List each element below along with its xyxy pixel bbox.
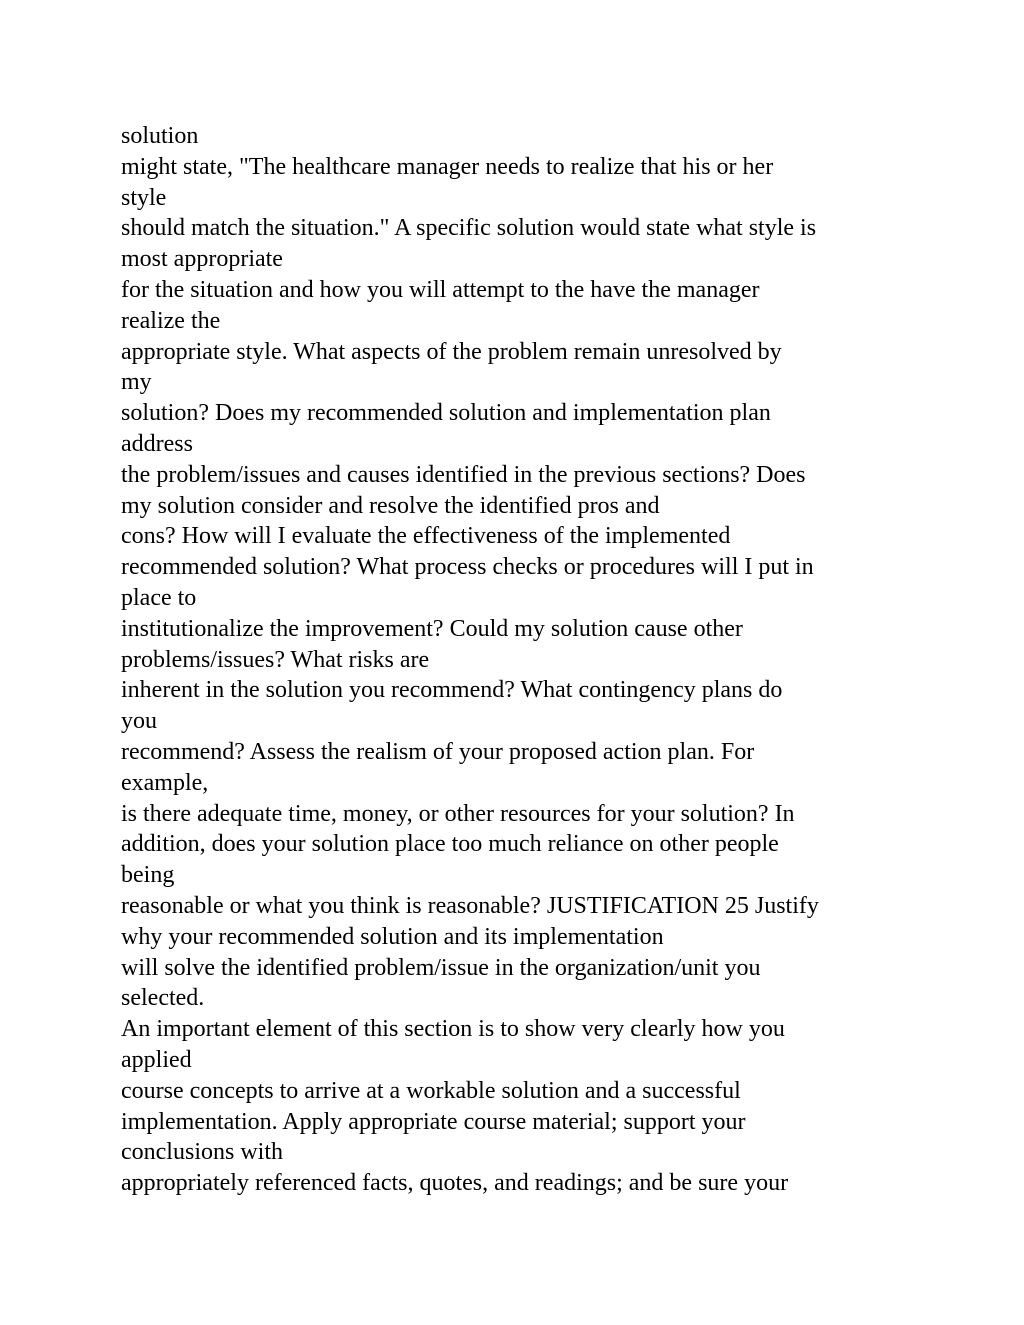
text-line: is there adequate time, money, or other resources for your solution? In [121, 800, 795, 827]
text-line: conclusions with [121, 1139, 283, 1166]
text-line: solution [121, 123, 199, 149]
text-line: place to [121, 584, 197, 611]
text-line: appropriate style. What aspects of the problem remain unresolved by [121, 338, 782, 365]
text-line: recommend? Assess the realism of your proposed action plan. For [121, 738, 755, 765]
text-line: example, [121, 769, 209, 796]
text-line: why your recommended solution and its implementation [121, 923, 664, 950]
text-line: you [121, 708, 157, 735]
text-line: style [121, 184, 167, 211]
text-line: being [121, 862, 175, 889]
text-line: appropriately referenced facts, quotes, and readings; and be sure your [121, 1170, 789, 1197]
text-line: will solve the identified problem/issue in the organization/unit you [121, 954, 761, 981]
text-line: reasonable or what you think is reasonable? JUSTIFICATION 25 Justify [121, 892, 819, 919]
text-line: the problem/issues and causes identified in the previous sections? Does [121, 461, 806, 488]
text-line: applied [121, 1046, 192, 1073]
text-line: problems/issues? What risks are [121, 646, 430, 673]
body-text [121, 121, 921, 1199]
text-line: addition, does your solution place too much reliance on other people [121, 831, 779, 858]
text-line: should match the situation." A specific solution would state what style is [121, 215, 817, 242]
text-line: recommended solution? What process checks or procedures will I put in [121, 554, 814, 581]
text-line: my solution consider and resolve the identified pros and [121, 492, 660, 519]
text-line: realize the [121, 307, 221, 334]
text-line: An important element of this section is to show very clearly how you [121, 1016, 785, 1043]
text-line: selected. [121, 985, 205, 1012]
text-line: course concepts to arrive at a workable solution and a successful [121, 1077, 741, 1104]
text-line: most appropriate [121, 246, 283, 273]
text-line: implementation. Apply appropriate course material; support your [121, 1108, 746, 1135]
text-line: address [121, 430, 193, 457]
text-line: for the situation and how you will attempt to the have the manager [121, 276, 760, 303]
text-line: cons? How will I evaluate the effectiveness of the implemented [121, 523, 731, 550]
text-line: my [121, 369, 152, 396]
text-line: might state, "The healthcare manager needs to realize that his or her [121, 153, 774, 180]
text-line: institutionalize the improvement? Could my solution cause other [121, 615, 743, 642]
text-line: solution? Does my recommended solution and implementation plan [121, 400, 771, 427]
text-line: inherent in the solution you recommend? What contingency plans do [121, 677, 783, 704]
